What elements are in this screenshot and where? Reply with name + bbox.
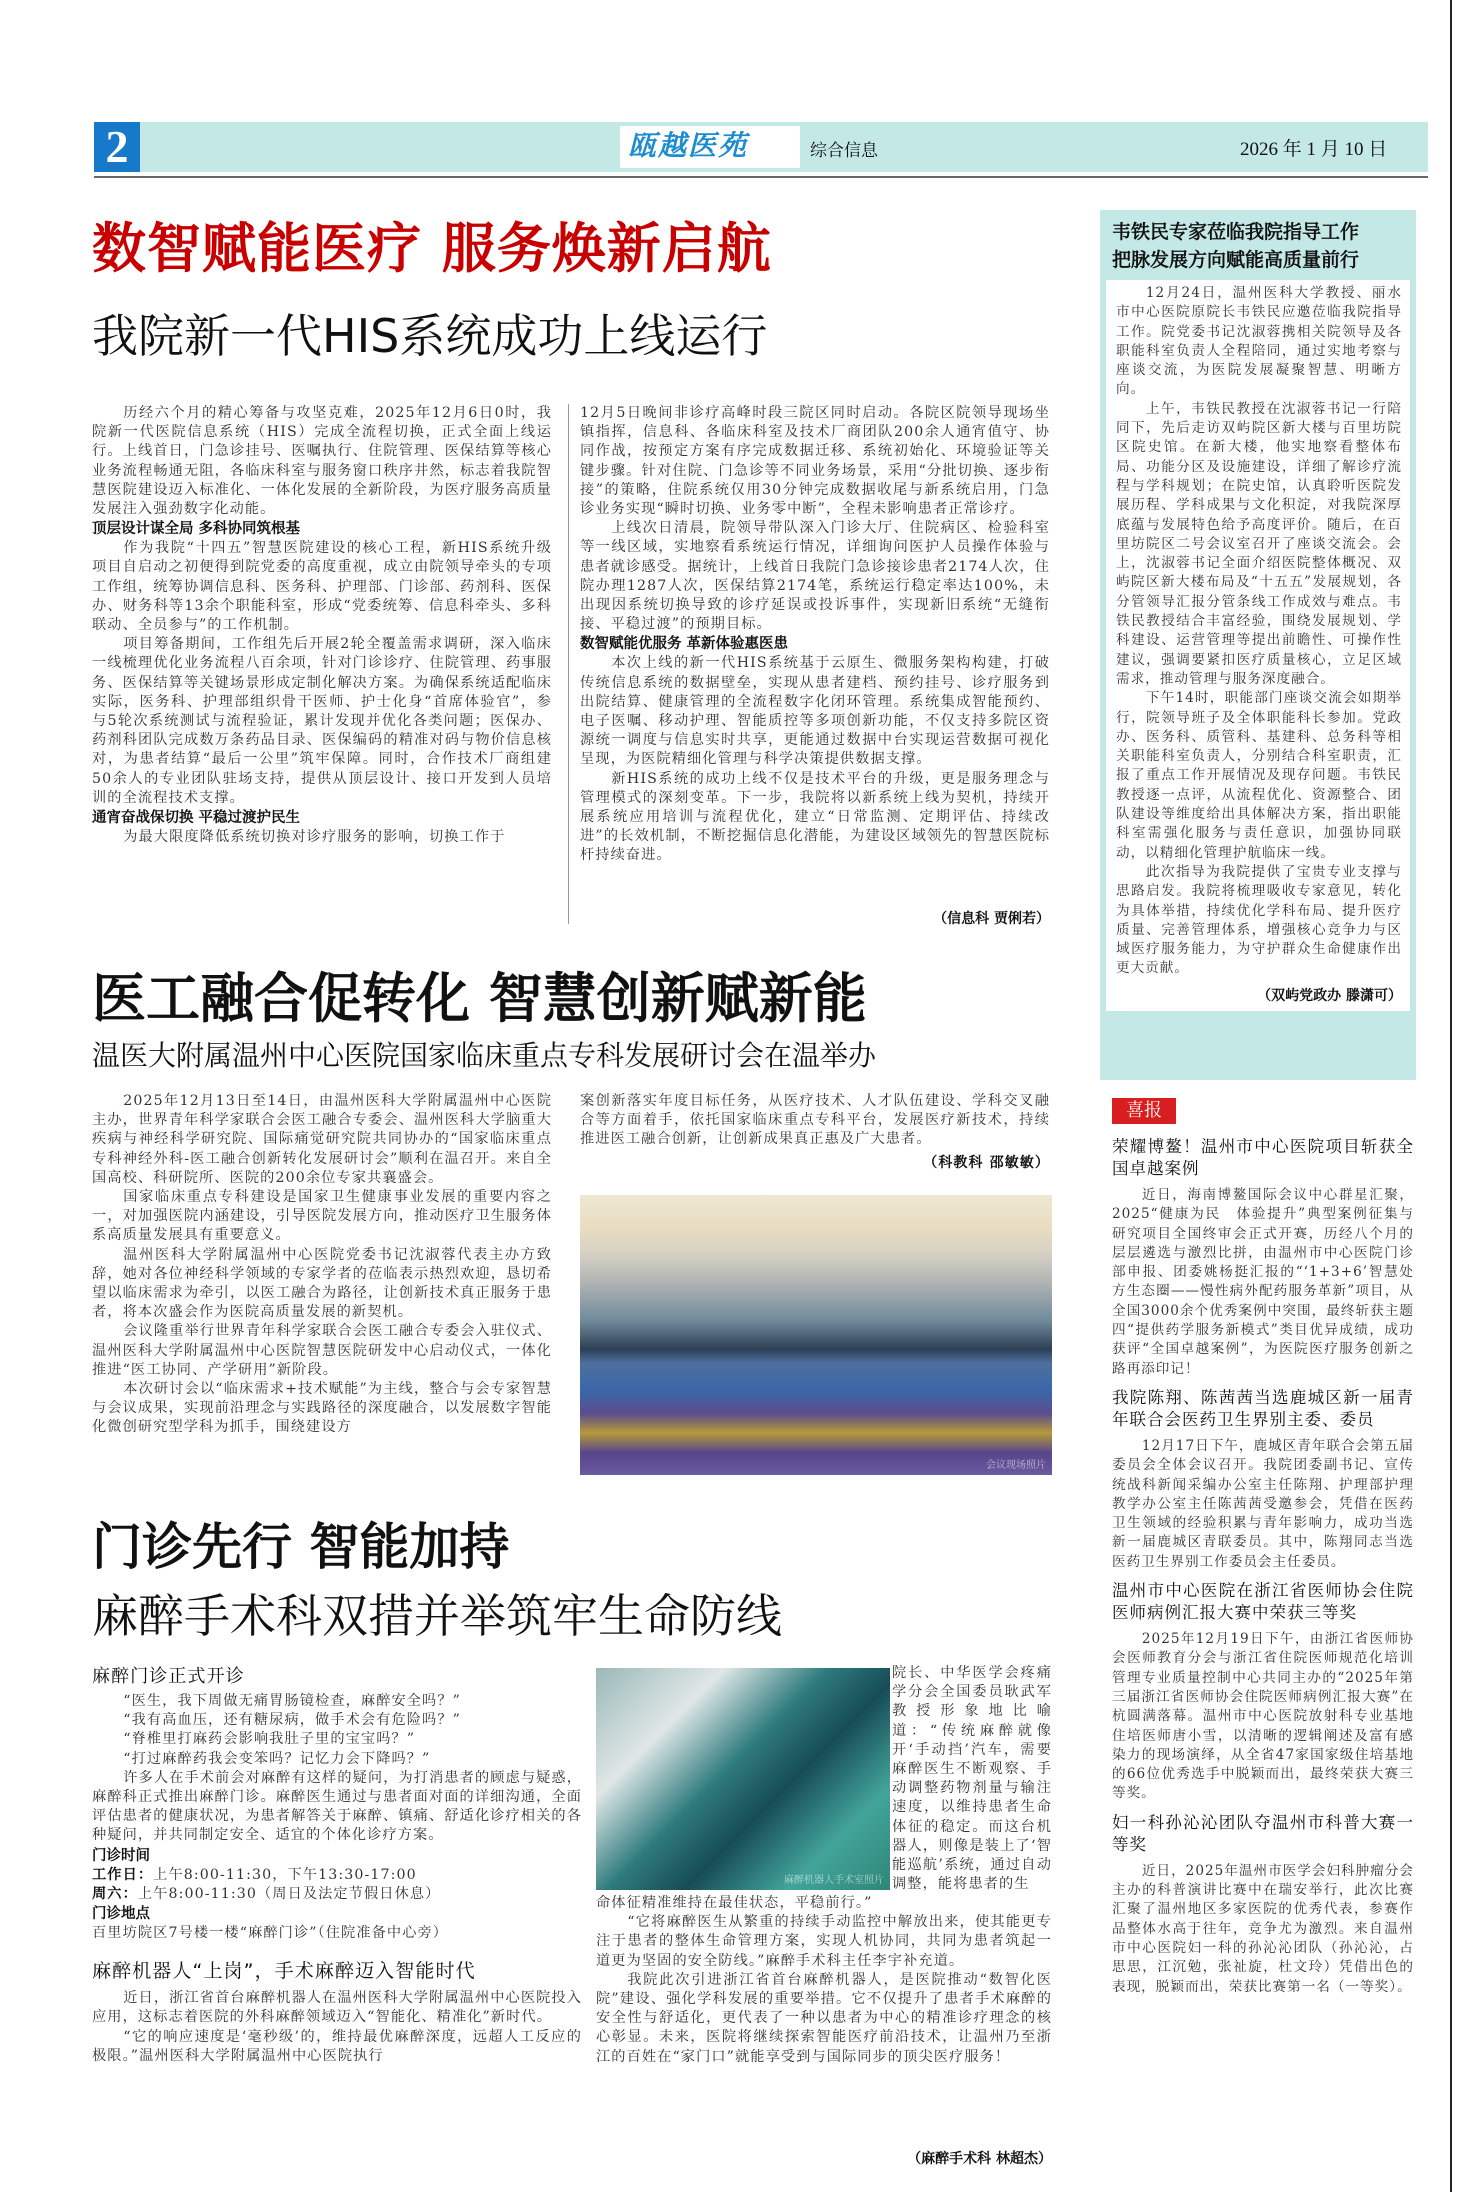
sidebar-headline [1112, 210, 1404, 280]
article1-headline: 数智赋能医疗 服务焕新启航 [92, 217, 772, 280]
clinic-hours-saturday [92, 1885, 582, 1904]
saturday-label: 周六： [92, 1885, 138, 1902]
clinic-hours-weekday [92, 1866, 582, 1885]
paragraph: 作为我院“十四五”智慧医院建设的核心工程，新HIS系统升级项目自启动之初便得到院党委的高度重视，成立由院领导牵头的专项工作组，统筹协调信息科、医务科、护理部、门诊部、药剂科、医保办、财务科等13余个职能科室，形成“党委统筹、信息科牵头、多科联动、全员参与”的工作机制。 [92, 540, 552, 634]
article2-subheadline: 温医大附属温州中心医院国家临床重点专科发展研讨会在温举办 [92, 1039, 877, 1072]
news-item-body: 12月17日下午，鹿城区青年联合会第五届委员会全体会议召开。我院团委副书记、宣传统战科新闻采编办公室主任陈翔、护理部护理教学办公室主任陈茜茜受邀参会，凭借在医药卫生领域的经验积累与青年影响力，成功当选新一届鹿城区青联委员。其中，陈翔同志当选医药卫生界别工作委员会主任委员。 [1112, 1437, 1415, 1570]
sidebar-byline: （双屿党政办 滕潇可） [1106, 983, 1410, 1011]
article1-column-1 [92, 404, 552, 847]
news-item-title: 荣耀博鳌！温州市中心医院项目斩获全国卓越案例 [1112, 1137, 1414, 1178]
sidebar-headline-line1: 韦铁民专家莅临我院指导工作 [1112, 221, 1360, 243]
brand-logo: 瓯越医苑 [628, 131, 749, 162]
article3-byline: （麻醉手术科 林超杰） [907, 2151, 1052, 2167]
paragraph: 上午，韦铁民教授在沈淑蓉书记一行陪同下，先后走访双屿院区新大楼与百里坊院区院史馆。在新大楼，他实地察看整体布局、功能分区及设施建设，详细了解诊疗流程与学科规划；在院史馆，认真聆听医院发展历程、学科成果与文化积淀，对我院深厚底蕴与发展特色给予高度评价。随后，在百里坊院区二号会议室召开了座谈交流会。会上，沈淑蓉书记全面介绍医院整体概况、双屿院区新大楼布局及“十五五”发展规划，各分管领导汇报分管条线工作成效与难点。韦铁民教授结合丰富经验，围绕发展规划、学科建设、运营管理等提出前瞻性、可操作性建议，强调要紧扣医疗质量核心，立足区域需求，推动管理与服务深度融合。 [1116, 400, 1402, 687]
paragraph: 12月5日晚间非诊疗高峰时段三院区同时启动。各院区院领导现场坐镇指挥，信息科、各临床科室及技术厂商团队200余人通宵值守、协同作战，按预定方案有序完成数据迁移、系统初始化、环境验证等关键步骤。针对住院、门急诊等不同业务场景，采用“分批切换、逐步衔接”的策略，住院系统仅用30分钟完成数据收尾与新系统启用，门急诊业务实现“瞬时切换、业务零中断”，全程未影响患者正常诊疗。 [580, 405, 1050, 518]
good-news-column [1112, 1128, 1414, 1997]
good-news-badge: 喜报 [1112, 1098, 1176, 1124]
issue-date: 2026 年 1 月 10 日 [1240, 139, 1388, 160]
paragraph: 本次研讨会以“临床需求+技术赋能”为主线，整合与会专家智慧与会议成果，实现前沿理念与实践路径的深度融合，以发展数字智能化微创研究型学科为抓手，围绕建设方 [92, 1381, 552, 1436]
weekday-hours: 上午8:00-11:30，下午13:30-17:00 [153, 1866, 417, 1883]
news-item-body: 近日，海南博鳌国际会议中心群星汇聚，2025“健康为民 体验提升”典型案例征集与研究项目全国终审会正式开赛，历经八个月的层层遴选与激烈比拼，由温州市中心医院门诊部申报、团委姚杨挺汇报的“‘1+3+6’智慧处方生态圈——慢性病外配药服务革新”项目，从全国3000余个优秀案例中突围，最终斩获主题四“提供药学服务新模式”类目优异成绩，成功获评“全国卓越案例”，为医院医疗服务创新之路再添印记！ [1112, 1187, 1414, 1377]
article3-headline: 门诊先行 智能加持 [92, 1518, 510, 1576]
news-item-body: 2025年12月19日下午，由浙江省医师协会医师教育分会与浙江省住院医师规范化培训管理专业质量控制中心共同主办的“2025年第三届浙江省医师协会住院医师病例汇报大赛”在杭圆满落幕。温州市中心医院放射科专业基地住培医师唐小雪，以清晰的逻辑阐述及富有感染力的现场演绎，从全省47家国家级住培基地的66位优秀选手中脱颖而出，最终荣获大赛三等奖。 [1112, 1631, 1414, 1802]
paragraph: “它将麻醉医生从繁重的持续手动监控中解放出来，使其能更专注于患者的整体生命管理方案，实现人机协同，共同为患者筑起一道更为坚固的安全防线。”麻醉手术科主任李宇补充道。 [596, 1914, 1052, 1969]
masthead-rule [94, 176, 1428, 178]
subsection-heading: 数智赋能优服务 革新体验惠医患 [580, 636, 789, 653]
section-label: 综合信息 [810, 141, 878, 161]
article3-subheadline: 麻醉手术科双措并举筑牢生命防线 [92, 1589, 782, 1643]
patient-question: “打过麻醉药我会变笨吗？记忆力会下降吗？” [123, 1750, 431, 1767]
robot-section-title: 麻醉机器人“上岗”，手术麻醉迈入智能时代 [92, 1960, 476, 1983]
patient-question: “脊椎里打麻药会影响我肚子里的宝宝吗？” [123, 1731, 416, 1748]
subsection-heading: 通宵奋战保切换 平稳过渡护民生 [92, 810, 301, 827]
news-item-title: 温州市中心医院在浙江省医师协会住院医师病例汇报大赛中荣获三等奖 [1112, 1581, 1414, 1623]
paragraph: 为最大限度降低系统切换对诊疗服务的影响，切换工作于 [123, 829, 506, 846]
paragraph: 会议隆重举行世界青年科学家联合会医工融合专委会入驻仪式、温州医科大学附属温州中心医院智慧医院研发中心启动仪式，一体化推进“医工协同、产学研用”新阶段。 [92, 1323, 552, 1378]
article2-col2-text: 案创新落实年度目标任务，从医疗技术、人才队伍建设、学科交叉融合等方面着手，依托国家临床重点专科平台，发展医疗新技术，持续推进医工融合创新，让创新成果真正惠及广大患者。 [580, 1093, 1050, 1148]
paragraph: 本次上线的新一代HIS系统基于云原生、微服务架构构建，打破传统信息系统的数据壁垒，实现从患者建档、预约挂号、诊疗服务到出院结算、健康管理的全流程数字化闭环管理。系统集成智能预约、电子医嘱、移动护理、智能质控等多项创新功能，不仅支持多院区资源统一调度与信息实时共享，更能通过数据中台实现运营数据可视化呈现，为医院精细化管理与科学决策提供数据支撑。 [580, 655, 1050, 768]
article1-subheadline: 我院新一代HIS系统成功上线运行 [92, 309, 768, 363]
saturday-hours: 上午8:00-11:30（周日及法定节假日休息） [137, 1885, 441, 1902]
anesthesia-clinic-intro: 许多人在手术前会对麻醉有这样的疑问，为打消患者的顾虑与疑惑，麻醉科正式推出麻醉门诊。麻醉医生通过与患者面对面的详细沟通，全面评估患者的健康状况，为患者解答关于麻醉、镇痛、舒适化诊疗相关的各种疑问，并共同制定安全、适宜的个体化诊疗方案。 [92, 1769, 582, 1844]
clinic-location-title: 门诊地点 [92, 1906, 150, 1923]
paragraph: 此次指导为我院提供了宝贵专业支撑与思路启发。我院将梳理吸收专家意见，转化为具体举措，持续优化学科布局、提升医疗质量、完善管理体系，增强核心竞争力与区域医疗服务能力，为守护群众生命健康作出更大贡献。 [1116, 863, 1402, 977]
sidebar-headline-line2: 把脉发展方向赋能高质量前行 [1112, 249, 1360, 271]
article1-byline: （信息科 贾俐若） [933, 911, 1050, 927]
news-item-body: 近日，2025年温州市医学会妇科肿瘤分会主办的科普演讲比赛中在瑞安举行，此次比赛汇聚了温州地区多家医院的优秀代表，参赛作品整体水高于往年，竞争尤为激烈。来自温州市中心医院妇一科的孙沁沁团队（孙沁沁，占思思，江沉勉，张祉旋，杜文玲）凭借出色的表现，脱颖而出，荣获比赛第一名（一等奖）。 [1112, 1862, 1415, 1995]
article3-beside-photo [892, 1664, 1052, 1894]
weekday-label: 工作日： [92, 1866, 154, 1883]
column-divider [568, 404, 569, 924]
article3-column-2 [596, 1894, 1052, 2067]
patient-question: “我有高血压，还有糖尿病，做手术会有危险吗？” [123, 1712, 461, 1729]
anesthesia-clinic-title: 麻醉门诊正式开诊 [92, 1666, 245, 1687]
paragraph: 历经六个月的精心筹备与攻坚克难，2025年12月6日0时，我院新一代医院信息系统（HIS）完成全流程切换，正式全面上线运行。上线首日，门急诊挂号、医嘱执行、住院管理、医保结算等核心业务流程畅通无阻，各临床科室与服务窗口秩序井然，标志着我院智慧医院建设迈入标准化、一体化发展的全新阶段，为医疗服务高质量发展注入强劲数字化动能。 [92, 405, 552, 518]
news-item-title: 妇一科孙沁沁团队夺温州市科普大赛一等奖 [1112, 1812, 1414, 1854]
subsection-heading: 顶层设计谋全局 多科协同筑根基 [92, 521, 301, 538]
operating-room-photo-caption: 麻醉机器人手术室照片 [784, 1875, 884, 1886]
article2-byline: （科教科 邵敏敏） [923, 1154, 1050, 1171]
sidebar-body [1106, 280, 1410, 983]
patient-questions [92, 1692, 582, 1769]
article2-column-2 [580, 1092, 1050, 1173]
paragraph: 新HIS系统的成功上线不仅是技术平台的升级，更是服务理念与管理模式的深刻变革。下一步，我院将以新系统上线为契机，持续开展系统应用培训与流程优化，建立“日常监测、定期评估、持续改进”的长效机制，不断挖掘信息化潜能，为建设区域领先的智慧医院标杆持续奋进。 [580, 770, 1050, 864]
paragraph: 近日，浙江省首台麻醉机器人在温州医科大学附属温州中心医院投入应用，这标志着医院的外科麻醉领域迈入“智能化、精准化”新时代。 [92, 1990, 582, 2026]
paragraph: 12月24日，温州医科大学教授、丽水市中心医院原院长韦铁民应邀莅临我院指导工作。院党委书记沈淑蓉携相关院领导及各职能科室负责人全程陪同，通过实地考察与座谈交流，为医院发展凝聚智慧、明晰方向。 [1116, 285, 1402, 398]
patient-question: “医生，我下周做无痛胃肠镜检查，麻醉安全吗？” [123, 1693, 461, 1709]
paragraph: 项目筹备期间，工作组先后开展2轮全覆盖需求调研，深入临床一线梳理优化业务流程八百余项，针对门诊诊疗、住院管理、药事服务、医保结算等关键场景形成定制化解决方案。为确保系统适配临床实际，医务科、护理部组织骨干医师、护士化身“首席体验官”，参与5轮次系统测试与流程验证，累计发现并优化各类问题；医保办、药剂科团队完成数万条药品目录、医保编码的精准对码与物价信息核对，为患者结算“最后一公里”筑牢保障。同时，合作技术厂商组建50余人的专业团队驻场支持，提供从顶层设计、接口开发到人员培训的全流程技术支撑。 [92, 636, 552, 806]
paragraph: 国家临床重点专科建设是国家卫生健康事业发展的重要内容之一，对加强医院内涵建设，引导医院发展方向，推动医疗卫生服务体系高质量发展具有重要意义。 [92, 1189, 552, 1244]
paragraph: 我院此次引进浙江省首台麻醉机器人，是医院推动“数智化医院”建设、强化学科发展的重要举措。它不仅提升了患者手术麻醉的安全性与舒适化，更代表了一种以患者为中心的精准诊疗理念的核心彰显。未来，医院将继续探索智能医疗前沿技术，让温州乃至浙江的百姓在“家门口”就能享受到与国际同步的顶尖医疗服务！ [596, 1971, 1052, 2065]
conference-photo [580, 1195, 1052, 1475]
news-item-title: 我院陈翔、陈茜茜当选鹿城区新一届青年联合会医药卫生界别主委、委员 [1112, 1387, 1414, 1429]
paragraph: “它的响应速度是‘毫秒级’的，维持最优麻醉深度，远超人工反应的极限。”温州医科大学附属温州中心医院执行 [92, 2028, 582, 2064]
page-frame-right [1450, 0, 1452, 2192]
clinic-hours-title: 门诊时间 [92, 1847, 150, 1864]
article3-column-1 [92, 1664, 582, 2066]
robot-section-body [92, 1989, 582, 2066]
article2-headline: 医工融合促转化 智慧创新赋新能 [92, 967, 867, 1030]
paragraph: 2025年12月13日至14日，由温州医科大学附属温州中心医院主办，世界青年科学家联合会医工融合专委会、温州医科大学脑重大疾病与神经科学研究院、国际痛觉研究院共同协办的“国家临床重点专科神经外科-医工融合创新转化发展研讨会”顺利在温召开。来自全国高校、科研院所、医院的200余位专家共襄盛会。 [92, 1093, 552, 1186]
conference-photo-caption: 会议现场照片 [986, 1460, 1046, 1471]
article2-column-1 [92, 1092, 552, 1438]
page-number: 2 [94, 122, 140, 172]
article1-column-2 [580, 404, 1050, 866]
sidebar-box [1100, 210, 1416, 1080]
paragraph: 命体征精准维持在最佳状态，平稳前行。” [596, 1895, 873, 1911]
clinic-location: 百里坊院区7号楼一楼“麻醉门诊”（住院准备中心旁） [92, 1925, 449, 1942]
paragraph: 温州医科大学附属温州中心医院党委书记沈淑蓉代表主办方致辞，她对各位神经科学领域的专家学者的莅临表示热烈欢迎，恳切希望以临床需求为牵引，以医工融合为路径，让创新技术真正服务于患者，将本次盛会作为医院高质量发展的新契机。 [92, 1246, 552, 1321]
beside-photo-text: 院长、中华医学会疼痛学分会全国委员耿武军教授形象地比喻道：“传统麻醉就像开‘手动挡’汽车，需要麻醉医生不断观察、手动调整药物剂量与输注速度，以维持患者生命体征的稳定。而这台机器人，则像是装上了‘智能巡航’系统，通过自动调整，能将患者的生 [892, 1665, 1052, 1893]
paragraph: 下午14时，职能部门座谈交流会如期举行，院领导班子及全体职能科长参加。党政办、医务科、质管科、基建科、总务科等相关职能科室负责人，分别结合科室职责，汇报了重点工作开展情况及现存问题。韦铁民教授逐一点评，从流程优化、资源整合、团队建设等维度给出具体解决方案，指出职能科室需强化服务与责任意识，加强协同联动，以精细化管理护航临床一线。 [1116, 690, 1402, 861]
operating-room-photo [596, 1668, 890, 1890]
paragraph: 上线次日清晨，院领导带队深入门诊大厅、住院病区、检验科室等一线区域，实地察看系统运行情况，详细询问医护人员操作体验与患者就诊感受。据统计，上线首日我院门急诊接诊患者2174人次，住院办理1287人次，医保结算2174笔，系统运行稳定率达100%，未出现因系统切换导致的诊疗延误或投诉事件，实现新旧系统“无缝衔接、平稳过渡”的预期目标。 [580, 520, 1050, 633]
